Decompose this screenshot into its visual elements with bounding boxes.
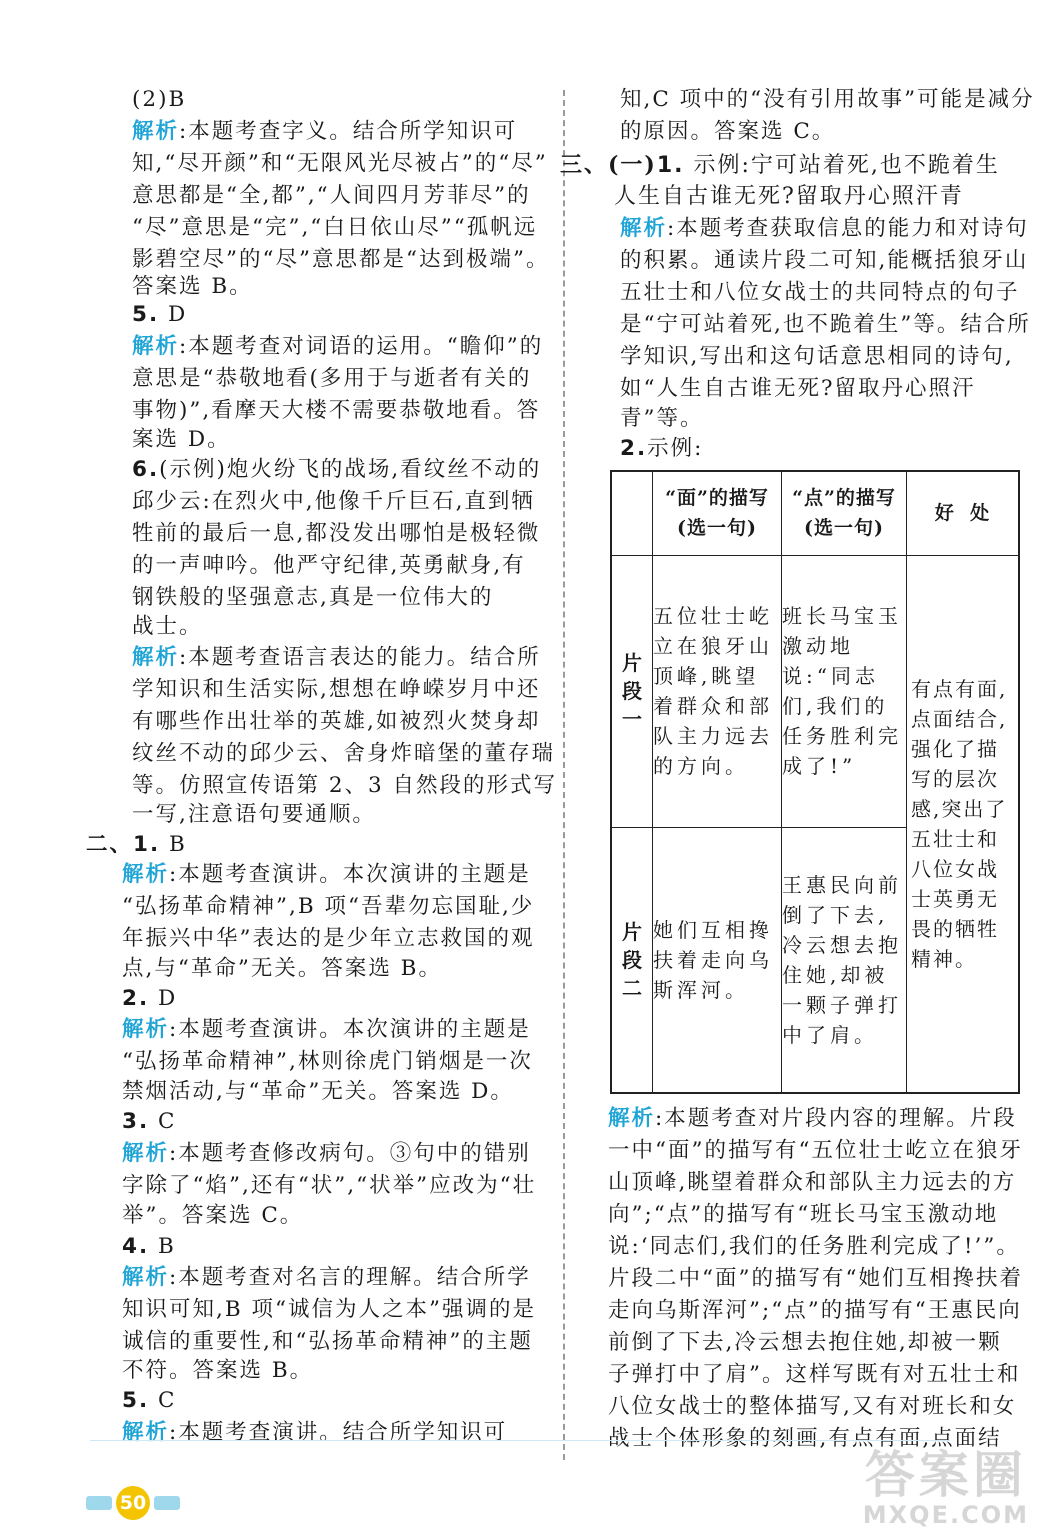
text-line: 钢铁般的坚强意志,真是一位伟大的 <box>132 585 494 610</box>
watermark-url: MXQE.COM <box>862 1501 1029 1529</box>
analysis-label: 解析 <box>132 119 180 144</box>
cell-dian-2: 王惠民向前倒了下去,冷云想去抱住她,却被一颗子弹打中了肩。 <box>782 827 907 1093</box>
analysis-line: 解析:本题考查演讲。结合所学知识可 <box>122 1420 508 1445</box>
cell-dian-1: 班长马宝玉激动地说:“同志们,我们的任务胜利完成了!” <box>782 555 907 827</box>
analysis-line: 解析:本题考查对词语的运用。“瞻仰”的 <box>132 334 544 359</box>
page-number-badge <box>86 1486 180 1520</box>
text-line: 举”。答案选 C。 <box>122 1203 304 1228</box>
text-line: 的积累。通读片段二可知,能概括狼牙山 <box>620 248 1029 273</box>
analysis-label: 解析 <box>122 1265 170 1290</box>
question-2: 2. D <box>122 986 178 1011</box>
question-2: 2.示例: <box>620 436 704 461</box>
text-line: 禁烟活动,与“革命”无关。答案选 D。 <box>122 1079 514 1104</box>
text-line: 一中“面”的描写有“五位壮士屹立在狼牙 <box>608 1138 1023 1163</box>
text-line: 答案选 B。 <box>132 274 253 299</box>
page-deco-right <box>154 1496 180 1510</box>
text-line: 说:‘同志们,我们的任务胜利完成了!’”。 <box>608 1234 1020 1259</box>
text-line: 诚信的重要性,和“弘扬革命精神”的主题 <box>122 1329 533 1354</box>
text-line: 子弹打中了肩”。这样写既有对五壮士和 <box>608 1362 1021 1387</box>
question-6: 6.(示例)炮火纷飞的战场,看纹丝不动的 <box>132 457 542 482</box>
text-line: 年振兴中华”表达的是少年立志救国的观 <box>122 926 535 951</box>
text-line: 意思都是“全,都”,“人间四月芳菲尽”的 <box>132 183 531 208</box>
text-line: 影碧空尽”的“尽”意思都是“达到极端”。 <box>132 247 550 272</box>
text-line: 战士。 <box>132 614 203 639</box>
text-line: 战士个体形象的刻画,有点有面,点面结 <box>608 1426 1002 1451</box>
watermark <box>863 1448 1029 1528</box>
analysis-line: 解析:本题考查演讲。本次演讲的主题是 <box>122 1017 531 1042</box>
cell-mian-1: 五位壮士屹立在狼牙山顶峰,眺望着群众和部队主力远去的方向。 <box>653 555 782 827</box>
text-line: 意思是“恭敬地看(多用于与逝者有关的 <box>132 366 532 391</box>
analysis-line: 解析:本题考查修改病句。③句中的错别 <box>122 1141 531 1166</box>
text-line: “尽”意思是“完”,“白日依山尽”“孤帆远 <box>132 215 538 240</box>
analysis-label: 解析 <box>122 1141 170 1166</box>
analysis-label: 解析 <box>122 862 170 887</box>
text-line: 是“宁可站着死,也不跪着生”等。结合所 <box>620 312 1031 337</box>
text-line: 牲前的最后一息,都没发出哪怕是极轻微 <box>132 521 541 546</box>
text-line: 学知识和生活实际,想想在峥嵘岁月中还 <box>132 677 541 702</box>
row-label-segment-2: 片段二 <box>611 827 653 1093</box>
analysis-label: 解析 <box>122 1017 170 1042</box>
analysis-line: 解析:本题考查语言表达的能力。结合所 <box>132 645 541 670</box>
text-line: 一写,注意语句要通顺。 <box>132 802 376 827</box>
watermark-title: 答案圈 <box>864 1446 1027 1504</box>
text-line: 点,与“革命”无关。答案选 B。 <box>122 956 442 981</box>
text-line: 片段二中“面”的描写有“她们互相搀扶着 <box>608 1266 1023 1291</box>
analysis-line: 解析:本题考查字义。结合所学知识可 <box>132 119 518 144</box>
text-line: 如“人生自古谁无死?留取丹心照汗 <box>620 376 976 401</box>
text-line: 向”;“点”的描写有“班长马宝玉激动地 <box>608 1202 999 1227</box>
cell-benefit: 有点有面,点面结合,强化了描写的层次感,突出了五壮士和八位女战士英勇无畏的牺牲精神。 <box>907 555 1020 1093</box>
cell-mian-2: 她们互相搀扶着走向乌斯浑河。 <box>653 827 782 1093</box>
analysis-label: 解析 <box>608 1106 656 1131</box>
answer-line: (2)B <box>132 87 187 112</box>
analysis-line: 解析:本题考查对片段内容的理解。片段 <box>608 1106 1017 1131</box>
text-line: 字除了“焰”,还有“状”,“状举”应改为“壮 <box>122 1173 537 1198</box>
text-line: 知,C 项中的“没有引用故事”可能是减分 <box>620 87 1035 112</box>
table-corner-cell <box>611 471 653 555</box>
analysis-label: 解析 <box>122 1420 170 1445</box>
text-line: 邱少云:在烈火中,他像千斤巨石,直到牺 <box>132 489 535 514</box>
text-line: 的原因。答案选 C。 <box>620 119 836 144</box>
section-2-q1: 二、1. B <box>86 832 187 857</box>
text-line: 的一声呻吟。他严守纪律,英勇献身,有 <box>132 553 526 578</box>
text-line: 走向乌斯浑河”;“点”的描写有“王惠民向 <box>608 1298 1022 1323</box>
section-3-q1: 三、(一)1. 示例:宁可站着死,也不跪着生 <box>560 152 1000 178</box>
table-header-row <box>611 471 1019 555</box>
footer-rule <box>90 1440 950 1441</box>
analysis-line: 解析:本题考查对名言的理解。结合所学 <box>122 1265 531 1290</box>
question-4: 4. B <box>122 1234 176 1259</box>
page-deco-left <box>86 1496 112 1510</box>
analysis-label: 解析 <box>132 645 180 670</box>
header-dian: “点”的描写 (选一句) <box>782 471 907 555</box>
text-line: 人生自古谁无死?留取丹心照汗青 <box>614 184 964 209</box>
text-line: 知,“尽开颜”和“无限风光尽被占”的“尽” <box>132 151 548 176</box>
text-line: “弘扬革命精神”,林则徐虎门销烟是一次 <box>122 1049 533 1074</box>
text-line: 事物)”,看摩天大楼不需要恭敬地看。答 <box>132 398 541 423</box>
text-line: “弘扬革命精神”,B 项“吾辈勿忘国耻,少 <box>122 894 535 919</box>
header-mian: “面”的描写 (选一句) <box>653 471 782 555</box>
column-divider <box>563 90 565 1460</box>
analysis-line: 解析:本题考查获取信息的能力和对诗句 <box>620 216 1029 241</box>
text-line: 不符。答案选 B。 <box>122 1358 314 1383</box>
text-line: 知识可知,B 项“诚信为人之本”强调的是 <box>122 1297 536 1322</box>
text-line: 学知识,写出和这句话意思相同的诗句, <box>620 344 1014 369</box>
row-label-segment-1: 片段一 <box>611 555 653 827</box>
text-line: 纹丝不动的邱少云、舍身炸暗堡的董存瑞 <box>132 741 556 766</box>
analysis-label: 解析 <box>132 334 180 359</box>
table-row <box>611 555 1019 827</box>
text-line: 有哪些作出壮举的英雄,如被烈火焚身却 <box>132 709 541 734</box>
text-line: 前倒了下去,冷云想去抱住她,却被一颗 <box>608 1330 1002 1355</box>
answer-table <box>610 470 1020 1094</box>
text-line: 案选 D。 <box>132 427 231 452</box>
question-5: 5. D <box>132 302 188 327</box>
text-line: 八位女战士的整体描写,又有对班长和女 <box>608 1394 1017 1419</box>
analysis-label: 解析 <box>620 216 668 241</box>
page-number: 50 <box>116 1486 150 1520</box>
text-line: 等。仿照宣传语第 2、3 自然段的形式写 <box>132 773 558 798</box>
question-3: 3. C <box>122 1109 177 1134</box>
question-5b: 5. C <box>122 1388 177 1413</box>
text-line: 山顶峰,眺望着群众和部队主力远去的方 <box>608 1170 1017 1195</box>
header-benefit: 好 处 <box>907 471 1020 555</box>
text-line: 青”等。 <box>620 406 704 431</box>
analysis-line: 解析:本题考查演讲。本次演讲的主题是 <box>122 862 531 887</box>
text-line: 五壮士和八位女战士的共同特点的句子 <box>620 280 1020 305</box>
